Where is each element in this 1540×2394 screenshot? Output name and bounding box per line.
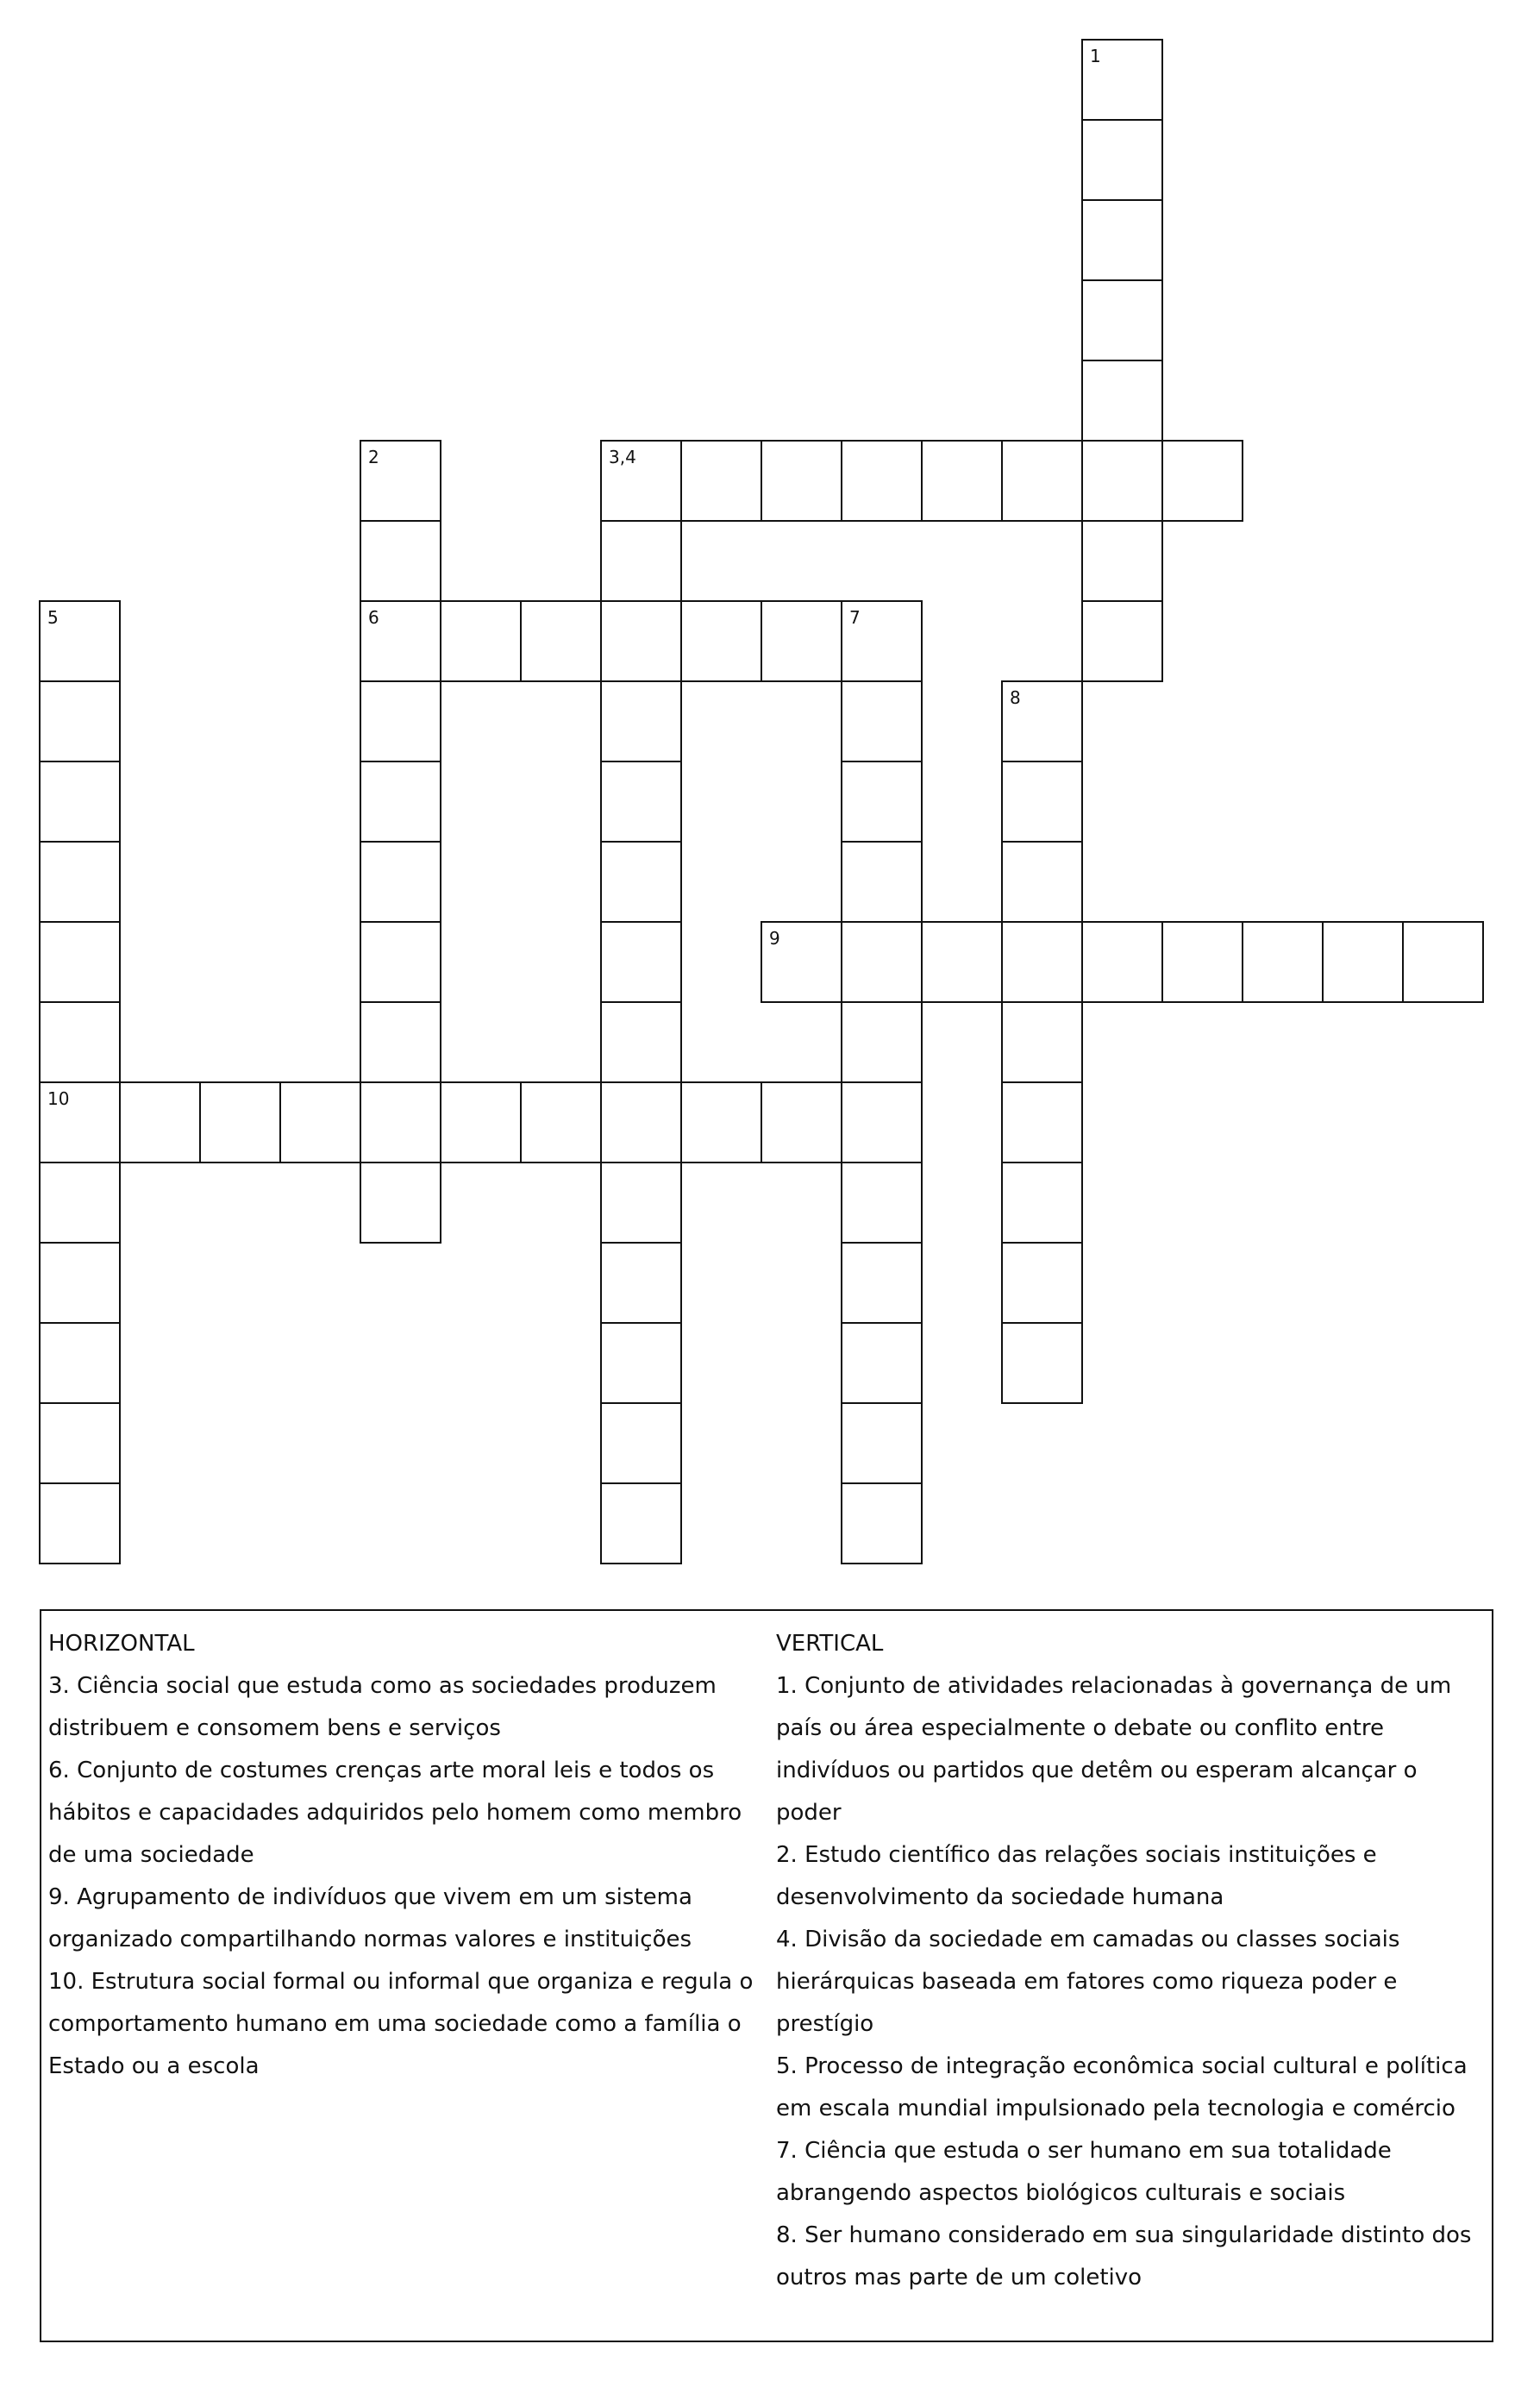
crossword-cell[interactable] [1081, 199, 1163, 281]
clue-number: 6 [368, 607, 379, 628]
crossword-cell[interactable] [360, 761, 441, 843]
crossword-cell[interactable] [600, 1322, 682, 1404]
crossword-cell[interactable] [600, 520, 682, 602]
crossword-cell[interactable] [1081, 440, 1163, 522]
clue-down-8: 8. Ser humano considerado em sua singularidade distinto dos outros mas parte de um coletivo [776, 2222, 1472, 2291]
crossword-cell[interactable] [600, 680, 682, 762]
clue-number: 5 [47, 607, 59, 628]
crossword-cell[interactable] [1001, 1001, 1083, 1083]
clue-number: 1 [1090, 46, 1101, 66]
crossword-cell[interactable] [921, 921, 1003, 1003]
crossword-cell[interactable] [360, 520, 441, 602]
crossword-cell[interactable] [1001, 1162, 1083, 1244]
clue-number: 8 [1010, 687, 1021, 708]
crossword-cell[interactable] [841, 1081, 923, 1163]
crossword-cell[interactable] [921, 440, 1003, 522]
crossword-cell[interactable] [1001, 841, 1083, 923]
crossword-cell[interactable] [761, 1081, 842, 1163]
crossword-cell[interactable] [1001, 1322, 1083, 1404]
crossword-cell[interactable] [600, 1242, 682, 1324]
crossword-cell[interactable] [360, 1081, 441, 1163]
clue-down-7: 7. Ciência que estuda o ser humano em sua totalidade abrangendo aspectos biológicos culturais e sociais [776, 2138, 1392, 2206]
horizontal-clues [48, 1623, 755, 2088]
crossword-cell[interactable] [600, 841, 682, 923]
crossword-cell[interactable] [360, 1162, 441, 1244]
clue-down-1: 1. Conjunto de atividades relacionadas à governança de um país ou área especialmente o debate ou conflito entre indivíduos ou partidos que detêm ou esperam alcançar o poder [776, 1673, 1452, 1826]
clue-across-10: 10. Estrutura social formal ou informal que organiza e regula o comportamento humano em uma sociedade como a família o Estado ou a escola [48, 1969, 754, 2079]
crossword-cell[interactable] [440, 600, 522, 682]
clue-number: 2 [368, 447, 379, 467]
crossword-cell[interactable] [841, 1162, 923, 1244]
clue-number: 7 [849, 607, 861, 628]
crossword-cell[interactable] [600, 1402, 682, 1484]
crossword-cell[interactable] [1001, 440, 1083, 522]
crossword-cell[interactable] [39, 841, 121, 923]
clue-down-2: 2. Estudo científico das relações sociais instituições e desenvolvimento da sociedade humana [776, 1842, 1377, 1910]
crossword-cell[interactable] [761, 600, 842, 682]
horizontal-heading: HORIZONTAL [48, 1631, 195, 1657]
crossword-cell[interactable] [39, 1322, 121, 1404]
crossword-cell[interactable] [360, 600, 441, 682]
clues-box [40, 1609, 1493, 2342]
crossword-cell[interactable] [680, 440, 762, 522]
crossword-cell[interactable] [360, 841, 441, 923]
crossword-cell[interactable] [841, 600, 923, 682]
crossword-cell[interactable] [39, 1001, 121, 1083]
crossword-cell[interactable] [1081, 600, 1163, 682]
crossword-cell[interactable] [39, 1482, 121, 1564]
crossword-cell[interactable] [279, 1081, 361, 1163]
crossword-cell[interactable] [1001, 921, 1083, 1003]
clue-number: 3,4 [609, 447, 636, 467]
crossword-cell[interactable] [360, 921, 441, 1003]
crossword-cell[interactable] [39, 1242, 121, 1324]
crossword-cell[interactable] [680, 600, 762, 682]
crossword-cell[interactable] [360, 1001, 441, 1083]
crossword-cell[interactable] [39, 921, 121, 1003]
crossword-cell[interactable] [841, 841, 923, 923]
clue-number: 10 [47, 1088, 70, 1109]
crossword-cell[interactable] [520, 1081, 602, 1163]
crossword-cell[interactable] [600, 600, 682, 682]
crossword-cell[interactable] [1001, 680, 1083, 762]
crossword-cell[interactable] [520, 600, 602, 682]
crossword-cell[interactable] [1081, 119, 1163, 201]
clue-number: 9 [769, 928, 780, 949]
crossword-cell[interactable] [1402, 921, 1484, 1003]
crossword-cell[interactable] [600, 1162, 682, 1244]
vertical-clues [776, 1623, 1483, 2299]
crossword-cell[interactable] [1001, 1081, 1083, 1163]
crossword-cell[interactable] [841, 1402, 923, 1484]
crossword-cell[interactable] [600, 761, 682, 843]
crossword-cell[interactable] [1081, 921, 1163, 1003]
clue-down-5: 5. Processo de integração econômica social cultural e política em escala mundial impulsionado pela tecnologia e comércio [776, 2053, 1468, 2121]
crossword-cell[interactable] [600, 1081, 682, 1163]
crossword-cell[interactable] [1161, 440, 1243, 522]
crossword-cell[interactable] [39, 600, 121, 682]
crossword-cell[interactable] [1322, 921, 1404, 1003]
clue-across-9: 9. Agrupamento de indivíduos que vivem em um sistema organizado compartilhando normas valores e instituições [48, 1884, 692, 1952]
crossword-cell[interactable] [841, 921, 923, 1003]
clue-across-3: 3. Ciência social que estuda como as sociedades produzem distribuem e consomem bens e serviços [48, 1673, 717, 1741]
crossword-cell[interactable] [1081, 520, 1163, 602]
crossword-cell[interactable] [841, 761, 923, 843]
crossword-cell[interactable] [1081, 39, 1163, 121]
crossword-cell[interactable] [600, 440, 682, 522]
crossword-cell[interactable] [39, 680, 121, 762]
crossword-cell[interactable] [1001, 1242, 1083, 1324]
crossword-cell[interactable] [39, 1081, 121, 1163]
crossword-cell[interactable] [1081, 279, 1163, 361]
crossword-cell[interactable] [680, 1081, 762, 1163]
crossword-cell[interactable] [761, 440, 842, 522]
crossword-cell[interactable] [761, 921, 842, 1003]
crossword-cell[interactable] [841, 1482, 923, 1564]
vertical-heading: VERTICAL [776, 1631, 884, 1657]
clue-across-6: 6. Conjunto de costumes crenças arte moral leis e todos os hábitos e capacidades adquiridos pelo homem como membro de uma sociedade [48, 1758, 742, 1868]
crossword-cell[interactable] [39, 761, 121, 843]
crossword-cell[interactable] [1161, 921, 1243, 1003]
crossword-cell[interactable] [360, 680, 441, 762]
crossword-cell[interactable] [600, 921, 682, 1003]
crossword-cell[interactable] [841, 1322, 923, 1404]
crossword-cell[interactable] [199, 1081, 281, 1163]
crossword-cell[interactable] [841, 440, 923, 522]
crossword-cell[interactable] [440, 1081, 522, 1163]
crossword-cell[interactable] [119, 1081, 201, 1163]
crossword-cell[interactable] [1001, 761, 1083, 843]
clue-down-4: 4. Divisão da sociedade em camadas ou classes sociais hierárquicas baseada em fatores como riqueza poder e prestígio [776, 1927, 1400, 2037]
crossword-cell[interactable] [360, 440, 441, 522]
crossword-cell[interactable] [600, 1482, 682, 1564]
crossword-cell[interactable] [39, 1402, 121, 1484]
crossword-cell[interactable] [841, 1242, 923, 1324]
crossword-cell[interactable] [841, 1001, 923, 1083]
crossword-cell[interactable] [1081, 360, 1163, 442]
crossword-cell[interactable] [600, 1001, 682, 1083]
crossword-cell[interactable] [1242, 921, 1324, 1003]
crossword-cell[interactable] [39, 1162, 121, 1244]
crossword-cell[interactable] [841, 680, 923, 762]
